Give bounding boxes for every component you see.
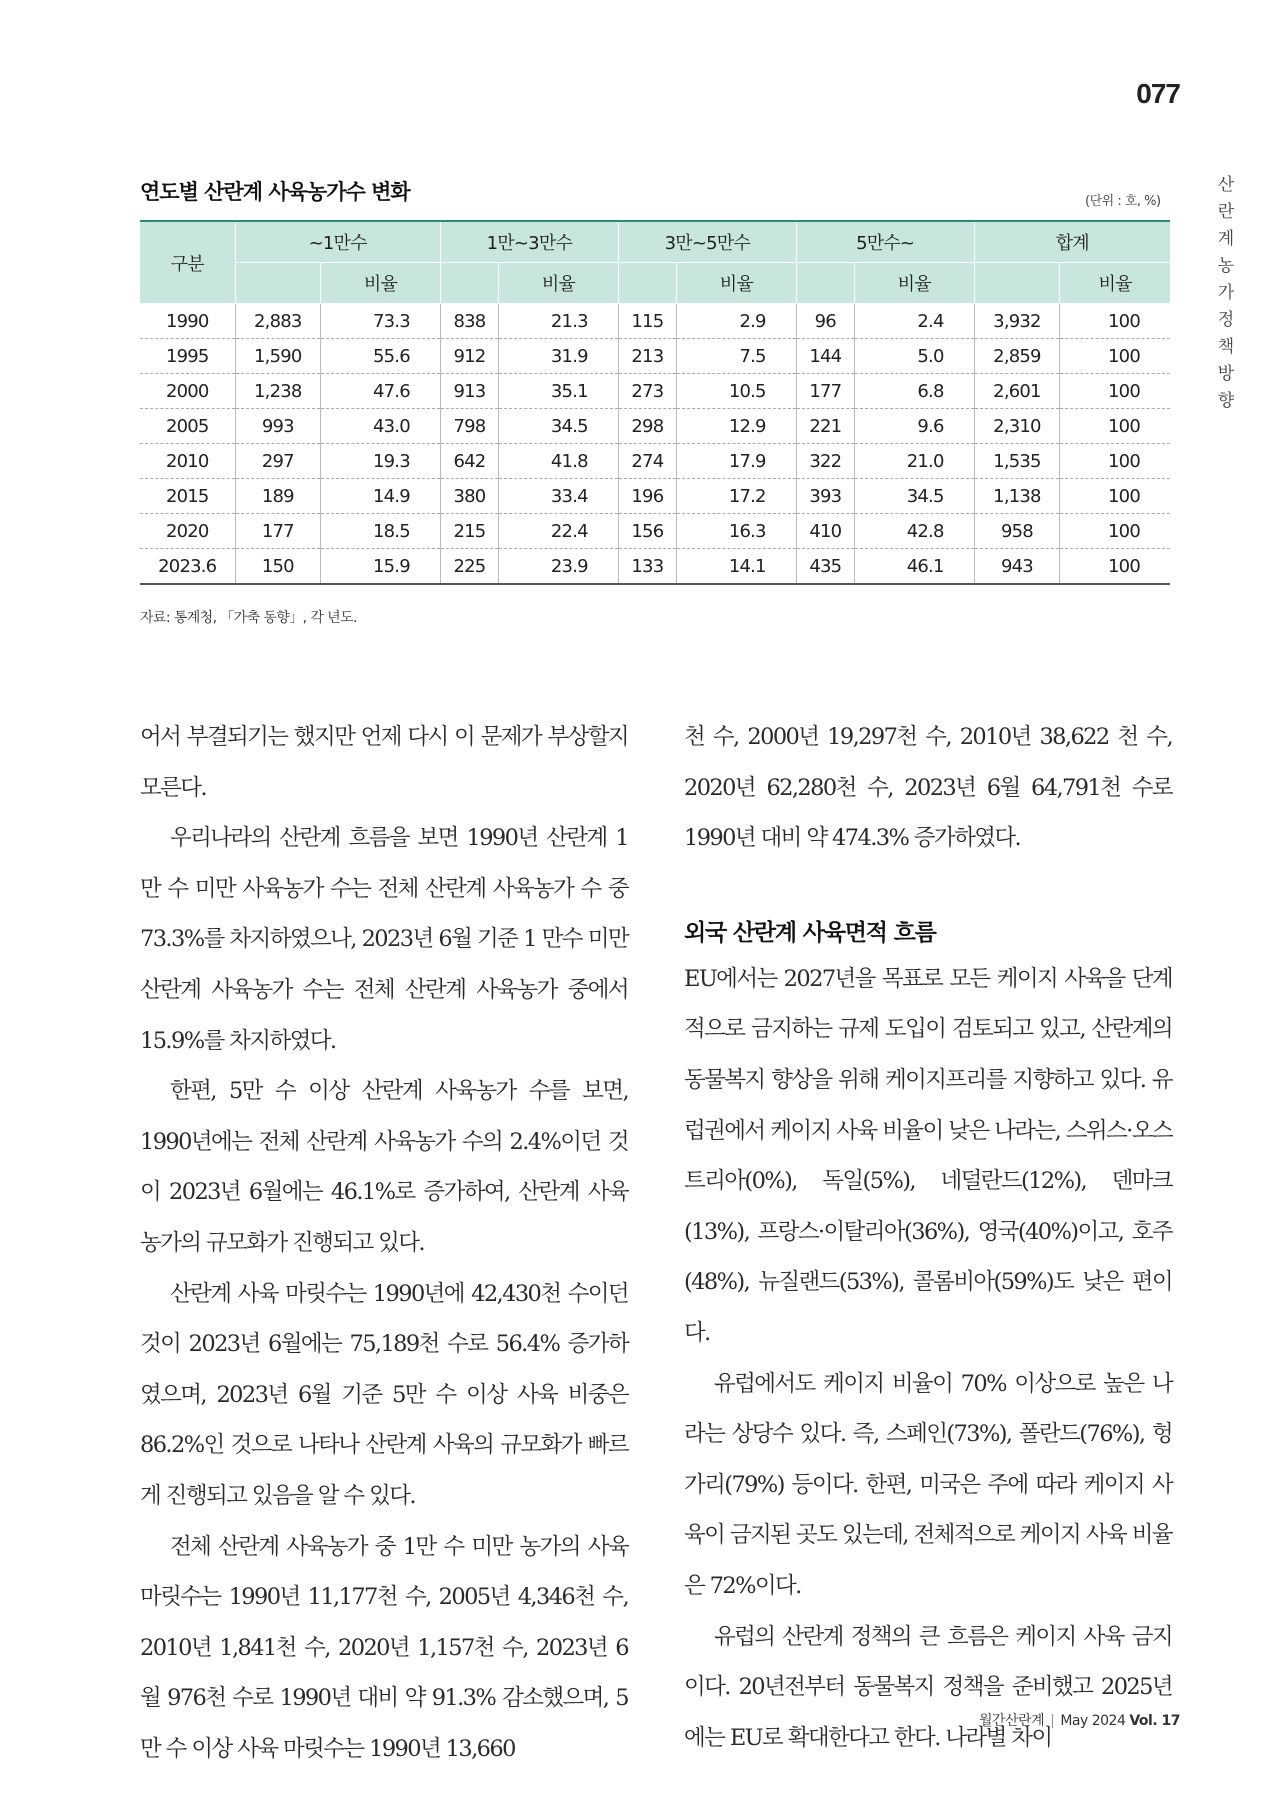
count-cell: 298 [618, 409, 676, 444]
ratio-cell: 15.9 [321, 549, 441, 585]
header-blank [235, 263, 321, 304]
ratio-cell: 46.1 [854, 549, 974, 585]
footer-magazine: 월간산란계 [979, 1713, 1045, 1729]
table-title: 연도별 산란계 사육농가수 변화 [140, 180, 410, 204]
year-cell: 2015 [140, 479, 235, 514]
year-cell: 2020 [140, 514, 235, 549]
table-row [140, 304, 1170, 339]
header-ratio: 비율 [321, 263, 441, 304]
count-cell: 958 [974, 514, 1060, 549]
count-cell: 798 [440, 409, 498, 444]
count-cell: 215 [440, 514, 498, 549]
ratio-cell: 34.5 [499, 409, 619, 444]
ratio-cell: 6.8 [854, 374, 974, 409]
ratio-cell: 2.9 [676, 304, 796, 339]
table-row [140, 549, 1170, 585]
ratio-cell: 43.0 [321, 409, 441, 444]
count-cell: 410 [796, 514, 854, 549]
ratio-cell: 73.3 [321, 304, 441, 339]
year-cell: 2005 [140, 409, 235, 444]
count-cell: 943 [974, 549, 1060, 585]
table-row [140, 339, 1170, 374]
count-cell: 322 [796, 444, 854, 479]
count-cell: 189 [235, 479, 321, 514]
count-cell: 177 [796, 374, 854, 409]
header-blank [440, 263, 498, 304]
ratio-cell: 31.9 [499, 339, 619, 374]
body-paragraph: 전체 산란계 사육농가 중 1만 수 미만 농가의 사육 마릿수는 1990년 11,177천 수, 2005년 4,346천 수, 2010년 1,841천 수, 2020년 1,157천 수, 2023년 6월 976천 수로 1990년 대비 약 91.3% 감소했으며, 5만 수 이상 사육 마릿수는 1990년 13,660 [140, 1533, 628, 1762]
page-footer [870, 1710, 1180, 1730]
footer-volume: Vol. 17 [1129, 1713, 1180, 1729]
ratio-cell: 17.9 [676, 444, 796, 479]
ratio-cell: 100 [1060, 444, 1170, 479]
count-cell: 196 [618, 479, 676, 514]
ratio-cell: 100 [1060, 409, 1170, 444]
year-cell: 2000 [140, 374, 235, 409]
count-cell: 1,138 [974, 479, 1060, 514]
count-cell: 133 [618, 549, 676, 585]
count-cell: 297 [235, 444, 321, 479]
ratio-cell: 18.5 [321, 514, 441, 549]
count-cell: 2,310 [974, 409, 1060, 444]
header-gubun: 구분 [140, 221, 235, 304]
farm-count-table [140, 220, 1170, 585]
page-number: 077 [1136, 78, 1180, 109]
header-blank [974, 263, 1060, 304]
ratio-cell: 12.9 [676, 409, 796, 444]
ratio-cell: 9.6 [854, 409, 974, 444]
ratio-cell: 55.6 [321, 339, 441, 374]
ratio-cell: 33.4 [499, 479, 619, 514]
header-group: 3만~5만수 [618, 221, 796, 263]
count-cell: 221 [796, 409, 854, 444]
ratio-cell: 100 [1060, 514, 1170, 549]
header-group: 1만~3만수 [440, 221, 618, 263]
footer-separator: | [1050, 1713, 1055, 1729]
body-paragraph: 어서 부결되기는 했지만 언제 다시 이 문제가 부상할지 모른다. [140, 724, 628, 801]
header-ratio: 비율 [499, 263, 619, 304]
ratio-cell: 17.2 [676, 479, 796, 514]
ratio-cell: 100 [1060, 374, 1170, 409]
ratio-cell: 10.5 [676, 374, 796, 409]
table-subheader-row [140, 263, 1170, 304]
body-paragraph: 한편, 5만 수 이상 산란계 사육농가 수를 보면, 1990년에는 전체 산란계 사육농가 수의 2.4%이던 것이 2023년 6월에는 46.1%로 증가하여, 산란계 사육농가의 규모화가 진행되고 있다. [140, 1078, 628, 1256]
count-cell: 1,590 [235, 339, 321, 374]
year-cell: 1990 [140, 304, 235, 339]
ratio-cell: 19.3 [321, 444, 441, 479]
count-cell: 912 [440, 339, 498, 374]
body-paragraph: EU에서는 2027년을 목표로 모든 케이지 사육을 단계적으로 금지하는 규제 도입이 검토되고 있고, 산란계의 동물복지 향상을 위해 케이지프리를 지향하고 있다. 유럽권에서 케이지 사육 비율이 낮은 나라는, 스위스·오스트리아(0%), 독일(5%), 네덜란드(12%), 덴마크(13%), 프랑스·이탈리아(36%), 영국(40%)이고, 호주(48%), 뉴질랜드(53%), 콜롬비아(59%)도 낮은 편이다. [684, 965, 1172, 1346]
count-cell: 2,883 [235, 304, 321, 339]
table-source: 자료: 통계청, 「가축 동향」, 각 년도. [140, 610, 357, 626]
count-cell: 115 [618, 304, 676, 339]
count-cell: 225 [440, 549, 498, 585]
count-cell: 393 [796, 479, 854, 514]
ratio-cell: 35.1 [499, 374, 619, 409]
header-group: ~1만수 [235, 221, 440, 263]
table-row [140, 444, 1170, 479]
count-cell: 177 [235, 514, 321, 549]
ratio-cell: 34.5 [854, 479, 974, 514]
ratio-cell: 7.5 [676, 339, 796, 374]
count-cell: 273 [618, 374, 676, 409]
count-cell: 156 [618, 514, 676, 549]
count-cell: 144 [796, 339, 854, 374]
ratio-cell: 100 [1060, 339, 1170, 374]
table-row [140, 409, 1170, 444]
count-cell: 1,535 [974, 444, 1060, 479]
ratio-cell: 42.8 [854, 514, 974, 549]
count-cell: 993 [235, 409, 321, 444]
right-text-column [684, 712, 1172, 1763]
header-ratio: 비율 [676, 263, 796, 304]
count-cell: 838 [440, 304, 498, 339]
count-cell: 274 [618, 444, 676, 479]
count-cell: 642 [440, 444, 498, 479]
table-row [140, 514, 1170, 549]
table-body [140, 304, 1170, 585]
ratio-cell: 14.1 [676, 549, 796, 585]
count-cell: 435 [796, 549, 854, 585]
table-header-row [140, 221, 1170, 263]
body-paragraph: 유럽에서도 케이지 비율이 70% 이상으로 높은 나라는 상당수 있다. 즉, 스페인(73%), 폴란드(76%), 헝가리(79%) 등이다. 한편, 미국은 주에 따라 케이지 사육이 금지된 곳도 있는데, 전체적으로 케이지 사육 비율은 72%이다. [684, 1370, 1172, 1599]
table-unit: (단위 : 호, %) [1085, 194, 1161, 209]
footer-issue: May 2024 [1060, 1713, 1126, 1729]
count-cell: 3,932 [974, 304, 1060, 339]
header-blank [618, 263, 676, 304]
table-row [140, 374, 1170, 409]
count-cell: 913 [440, 374, 498, 409]
left-text-column [140, 712, 628, 1774]
year-cell: 1995 [140, 339, 235, 374]
table-row [140, 479, 1170, 514]
count-cell: 2,601 [974, 374, 1060, 409]
count-cell: 2,859 [974, 339, 1060, 374]
header-ratio: 비율 [1060, 263, 1170, 304]
ratio-cell: 14.9 [321, 479, 441, 514]
header-group: 5만수~ [796, 221, 974, 263]
ratio-cell: 47.6 [321, 374, 441, 409]
ratio-cell: 21.3 [499, 304, 619, 339]
count-cell: 213 [618, 339, 676, 374]
header-ratio: 비율 [854, 263, 974, 304]
body-paragraph: 우리나라의 산란계 흐름을 보면 1990년 산란계 1만 수 미만 사육농가 수는 전체 산란계 사육농가 수 중 73.3%를 차지하였으나, 2023년 6월 기준 1 만수 미만 산란계 사육농가 수는 전체 산란계 사육농가 중에서 15.9%를 차지하였다. [140, 825, 628, 1054]
ratio-cell: 100 [1060, 479, 1170, 514]
year-cell: 2023.6 [140, 549, 235, 585]
count-cell: 96 [796, 304, 854, 339]
ratio-cell: 21.0 [854, 444, 974, 479]
year-cell: 2010 [140, 444, 235, 479]
ratio-cell: 100 [1060, 549, 1170, 585]
ratio-cell: 41.8 [499, 444, 619, 479]
count-cell: 1,238 [235, 374, 321, 409]
section-heading: 외국 산란계 사육면적 흐름 [684, 919, 936, 946]
ratio-cell: 5.0 [854, 339, 974, 374]
body-paragraph: 천 수, 2000년 19,297천 수, 2010년 38,622 천 수, 2020년 62,280천 수, 2023년 6월 64,791천 수로 1990년 대비 약 474.3% 증가하였다. [684, 724, 1172, 852]
ratio-cell: 2.4 [854, 304, 974, 339]
ratio-cell: 16.3 [676, 514, 796, 549]
ratio-cell: 23.9 [499, 549, 619, 585]
body-paragraph: 유럽의 산란계 정책의 큰 흐름은 케이지 사육 금지이다. 20년전부터 동물복지 정책을 준비했고 2025년에는 EU로 확대한다고 한다. 나라별 차이 [684, 1623, 1172, 1751]
count-cell: 150 [235, 549, 321, 585]
ratio-cell: 22.4 [499, 514, 619, 549]
body-paragraph: 산란계 사육 마릿수는 1990년에 42,430천 수이던 것이 2023년 6월에는 75,189천 수로 56.4% 증가하였으며, 2023년 6월 기준 5만 수 이상 사육 비중은 86.2%인 것으로 나타나 산란계 사육의 규모화가 빠르게 진행되고 있음을 알 수 있다. [140, 1280, 628, 1509]
count-cell: 380 [440, 479, 498, 514]
header-group: 합계 [974, 221, 1170, 263]
header-blank [796, 263, 854, 304]
ratio-cell: 100 [1060, 304, 1170, 339]
side-section-title: 산란계농가 정책방향 [1217, 175, 1235, 411]
